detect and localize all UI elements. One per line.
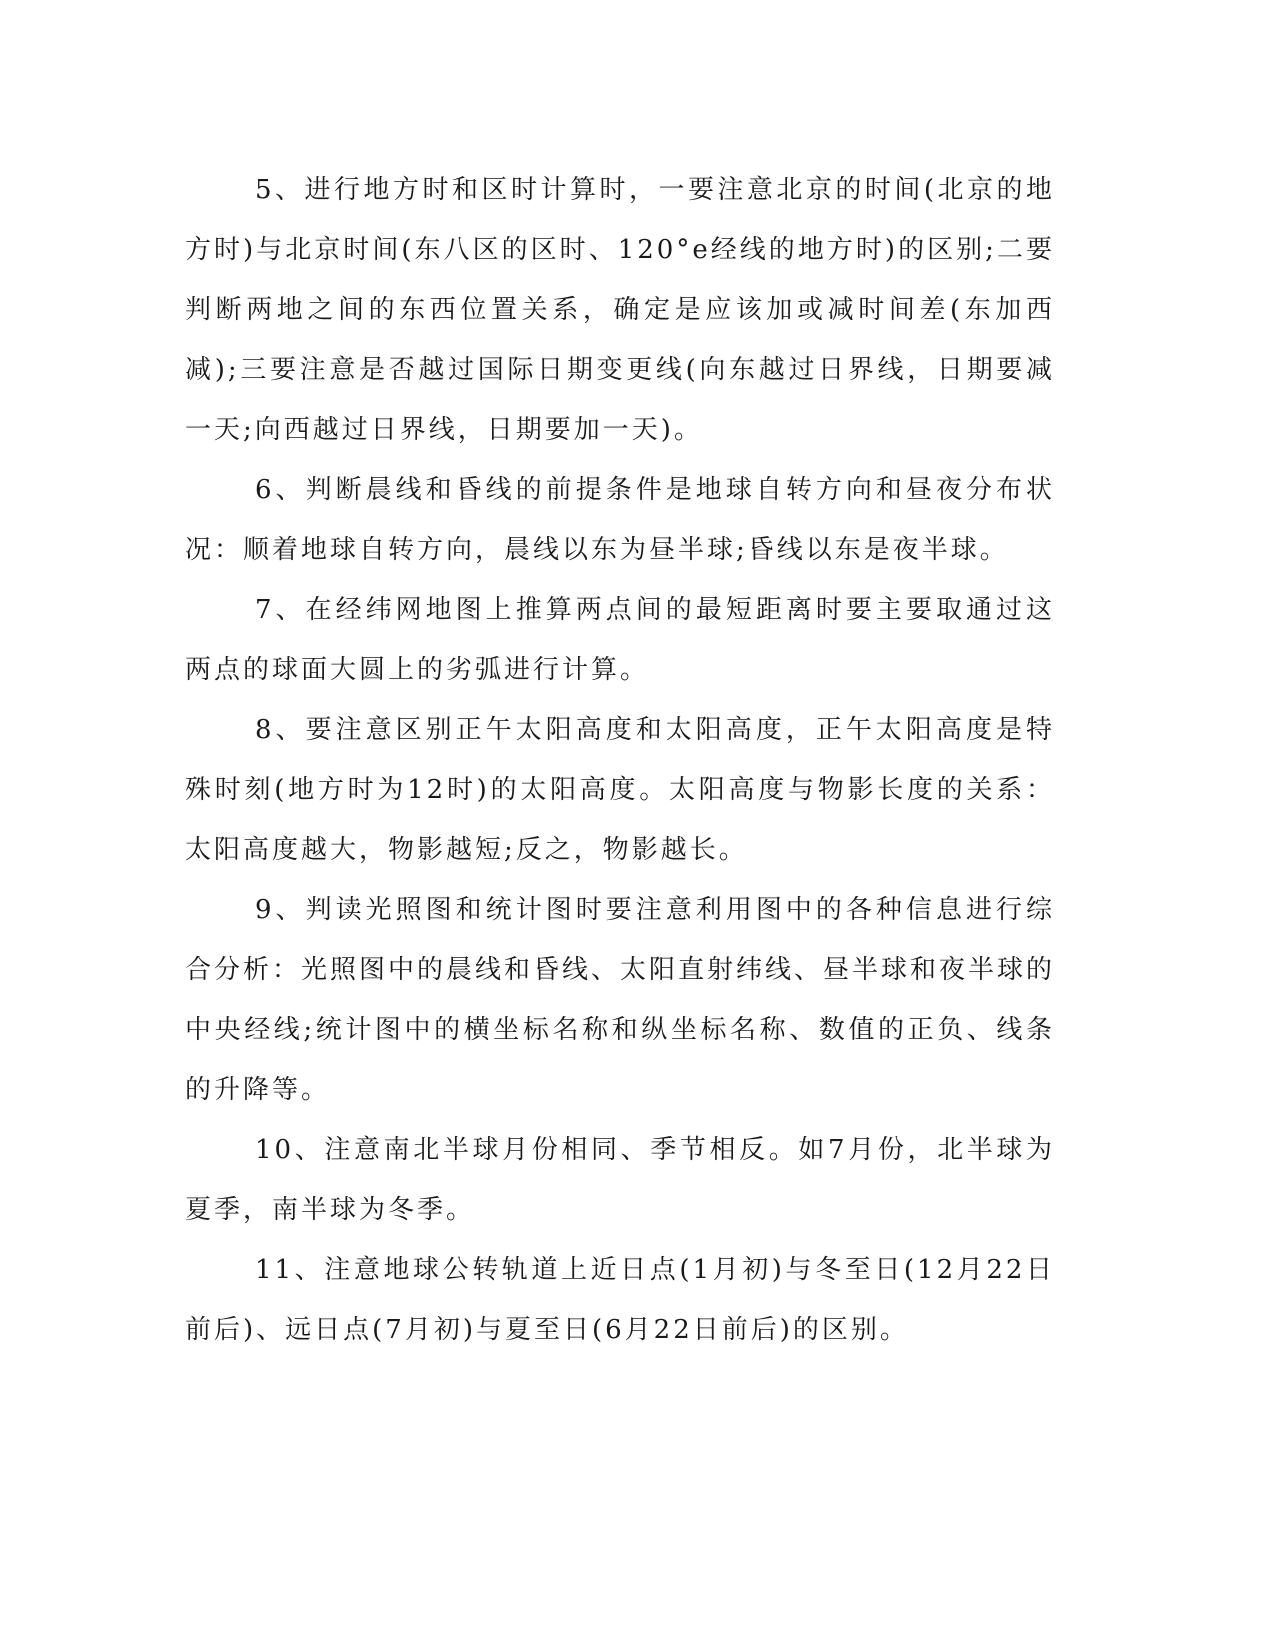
- paragraph-5: 5、进行地方时和区时计算时，一要注意北京的时间(北京的地方时)与北京时间(东八区的区时、120°e经线的地方时)的区别;二要判断两地之间的东西位置关系，确定是应该加或减时间差(东加西减);三要注意是否越过国际日期变更线(向东越过日界线，日期要减一天;向西越过日界线，日期要加一天)。: [185, 175, 1055, 445]
- paragraph-9: 9、判读光照图和统计图时要注意利用图中的各种信息进行综合分析：光照图中的晨线和昏线、太阳直射纬线、昼半球和夜半球的中央经线;统计图中的横坐标名称和纵坐标名称、数值的正负、线条的升降等。: [185, 895, 1056, 1105]
- paragraph-8: 8、要注意区别正午太阳高度和太阳高度，正午太阳高度是特殊时刻(地方时为12时)的太阳高度。太阳高度与物影长度的关系：太阳高度越大，物影越短;反之，物影越长。: [185, 715, 1055, 865]
- paragraph-10: 10、注意南北半球月份相同、季节相反。如7月份，北半球为夏季，南半球为冬季。: [185, 1135, 1055, 1225]
- document-body: [185, 160, 1055, 1360]
- paragraph-11: 11、注意地球公转轨道上近日点(1月初)与冬至日(12月22日前后)、远日点(7月初)与夏至日(6月22日前后)的区别。: [185, 1255, 1055, 1345]
- paragraph-6: 6、判断晨线和昏线的前提条件是地球自转方向和昼夜分布状况：顺着地球自转方向，晨线以东为昼半球;昏线以东是夜半球。: [185, 475, 1055, 565]
- paragraph-7: 7、在经纬网地图上推算两点间的最短距离时要主要取通过这两点的球面大圆上的劣弧进行计算。: [185, 595, 1055, 685]
